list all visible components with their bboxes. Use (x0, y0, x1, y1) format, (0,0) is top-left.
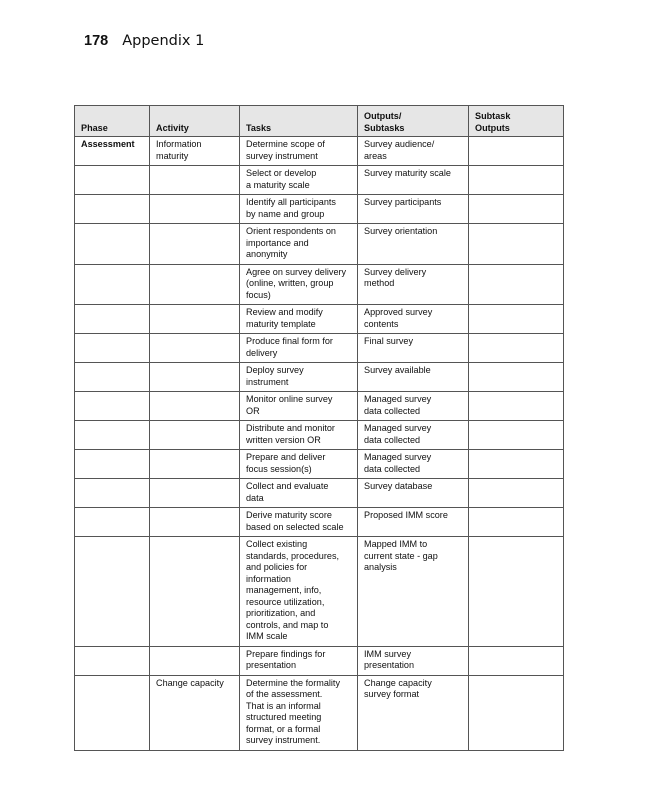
output-cell: IMM survey presentation (358, 646, 469, 675)
task-cell: Derive maturity score based on selected scale (240, 508, 358, 537)
task-cell: Agree on survey delivery (online, written, group focus) (240, 264, 358, 305)
page-number: 178 (84, 33, 109, 49)
table-row (75, 450, 564, 479)
task-cell: Orient respondents on importance and anonymity (240, 224, 358, 265)
phase-cell (75, 508, 150, 537)
phase-cell (75, 450, 150, 479)
phase-cell (75, 305, 150, 334)
activity-cell (150, 195, 240, 224)
running-head: Appendix 1 (122, 33, 205, 49)
table-row (75, 363, 564, 392)
table-row (75, 646, 564, 675)
output-cell: Managed survey data collected (358, 392, 469, 421)
phase-cell: Assessment (75, 137, 150, 166)
activity-cell (150, 166, 240, 195)
subtask-output-cell (469, 305, 564, 334)
output-cell: Survey audience/ areas (358, 137, 469, 166)
table-row (75, 166, 564, 195)
phase-cell (75, 166, 150, 195)
activity-cell: Change capacity (150, 675, 240, 750)
task-cell: Prepare and deliver focus session(s) (240, 450, 358, 479)
subtask-output-cell (469, 392, 564, 421)
table-row (75, 675, 564, 750)
phase-cell (75, 392, 150, 421)
table-row (75, 264, 564, 305)
column-header-activity: Activity (150, 106, 240, 137)
output-cell: Managed survey data collected (358, 421, 469, 450)
activity-cell (150, 363, 240, 392)
column-header-outputs-subtasks: Outputs/ Subtasks (358, 106, 469, 137)
table-row (75, 334, 564, 363)
table-body (75, 137, 564, 751)
subtask-output-cell (469, 137, 564, 166)
column-header-subtask-outputs: Subtask Outputs (469, 106, 564, 137)
output-cell: Survey participants (358, 195, 469, 224)
subtask-output-cell (469, 195, 564, 224)
phase-cell (75, 675, 150, 750)
activity-cell: Information maturity (150, 137, 240, 166)
subtask-output-cell (469, 166, 564, 195)
activity-cell (150, 224, 240, 265)
output-cell: Survey orientation (358, 224, 469, 265)
activity-cell (150, 305, 240, 334)
subtask-output-cell (469, 264, 564, 305)
task-cell: Collect existing standards, procedures, and policies for information management, info, resource utilization, prioritization, and controls, and map to IMM scale (240, 537, 358, 647)
output-cell: Survey delivery method (358, 264, 469, 305)
activity-cell (150, 537, 240, 647)
subtask-output-cell (469, 224, 564, 265)
table-row (75, 392, 564, 421)
task-cell: Collect and evaluate data (240, 479, 358, 508)
output-cell: Survey maturity scale (358, 166, 469, 195)
phase-cell (75, 363, 150, 392)
table-row (75, 479, 564, 508)
phase-cell (75, 195, 150, 224)
activity-cell (150, 450, 240, 479)
table-row (75, 421, 564, 450)
table-header-row (75, 106, 564, 137)
phase-cell (75, 334, 150, 363)
task-cell: Distribute and monitor written version OR (240, 421, 358, 450)
subtask-output-cell (469, 334, 564, 363)
subtask-output-cell (469, 479, 564, 508)
subtask-output-cell (469, 363, 564, 392)
activity-cell (150, 479, 240, 508)
subtask-output-cell (469, 421, 564, 450)
table-row (75, 305, 564, 334)
task-cell: Prepare findings for presentation (240, 646, 358, 675)
table-row (75, 224, 564, 265)
column-header-phase: Phase (75, 106, 150, 137)
activity-cell (150, 264, 240, 305)
task-cell: Identify all participants by name and group (240, 195, 358, 224)
task-cell: Produce final form for delivery (240, 334, 358, 363)
column-header-tasks: Tasks (240, 106, 358, 137)
subtask-output-cell (469, 646, 564, 675)
output-cell: Survey database (358, 479, 469, 508)
subtask-output-cell (469, 508, 564, 537)
task-cell: Select or develop a maturity scale (240, 166, 358, 195)
subtask-output-cell (469, 537, 564, 647)
task-cell: Review and modify maturity template (240, 305, 358, 334)
table-row (75, 195, 564, 224)
phase-cell (75, 264, 150, 305)
output-cell: Change capacity survey format (358, 675, 469, 750)
output-cell: Approved survey contents (358, 305, 469, 334)
activity-cell (150, 334, 240, 363)
activity-cell (150, 392, 240, 421)
page-header (84, 33, 204, 49)
task-cell: Determine scope of survey instrument (240, 137, 358, 166)
phase-cell (75, 479, 150, 508)
output-cell: Mapped IMM to current state - gap analysis (358, 537, 469, 647)
output-cell: Proposed IMM score (358, 508, 469, 537)
subtask-output-cell (469, 450, 564, 479)
output-cell: Managed survey data collected (358, 450, 469, 479)
activity-cell (150, 646, 240, 675)
table-row (75, 508, 564, 537)
task-cell: Monitor online survey OR (240, 392, 358, 421)
activity-cell (150, 421, 240, 450)
assessment-table (74, 105, 564, 751)
table-row (75, 537, 564, 647)
phase-cell (75, 224, 150, 265)
activity-cell (150, 508, 240, 537)
output-cell: Final survey (358, 334, 469, 363)
task-cell: Determine the formality of the assessment. That is an informal structured meeting format, or a formal survey instrument. (240, 675, 358, 750)
output-cell: Survey available (358, 363, 469, 392)
subtask-output-cell (469, 675, 564, 750)
phase-cell (75, 537, 150, 647)
phase-cell (75, 646, 150, 675)
phase-cell (75, 421, 150, 450)
table-row (75, 137, 564, 166)
task-cell: Deploy survey instrument (240, 363, 358, 392)
